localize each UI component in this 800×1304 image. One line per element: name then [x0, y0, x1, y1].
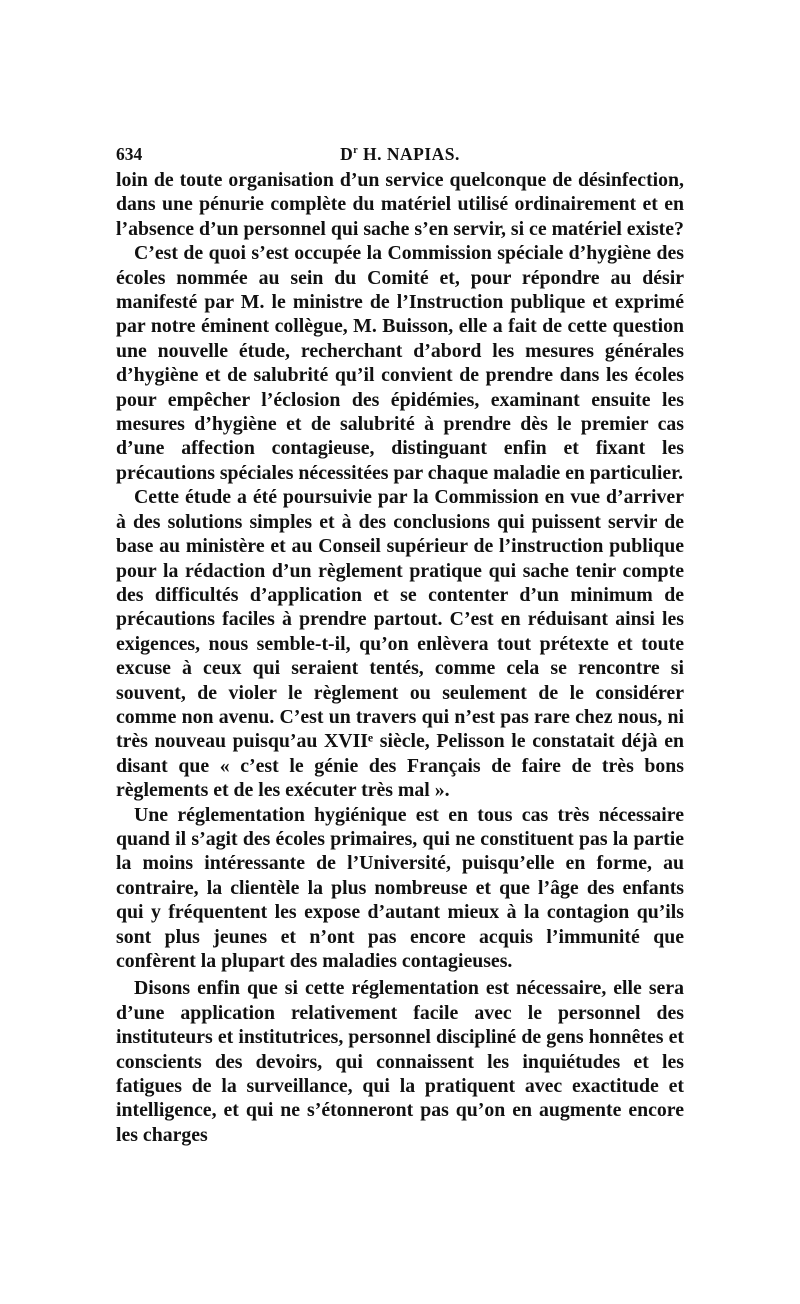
- paragraph-etude: Cette étude a été poursuivie par la Commission en vue d’arriver à des solutions simples et à des conclusions qui puissent servir de base au ministère et au Conseil supérieur de l’instruction publique pour la rédaction d’un règlement pratique qui sache tenir compte des difficultés d’application et se contenter d’un minimum de précautions faciles à prendre partout. C’est en réduisant ainsi les exigences, nous semble-t-il, qu’on enlèvera tout prétexte et toute excuse à ceux qui seraient tentés, comme cela se rencontre si souvent, de violer le règlement ou seulement de le considérer comme non avenu. C’est un travers qui n’est pas rare chez nous, ni très nouveau puisqu’au XVIIᵉ siècle, Pelisson le constatait déjà en disant que « c’est le génie des Français de faire de très bons règlements et de les exécuter très mal ».: [116, 486, 684, 802]
- paragraph-disons: Disons enfin que si cette réglementation est nécessaire, elle sera d’une application relativement facile avec le personnel des instituteurs et institutrices, personnel discipliné de gens honnêtes et conscients des devoirs, qui connaissent les inquiétudes et les fatigues de la surveillance, qui la pratiquent avec exactitude et intelligence, et qui ne s’étonneront pas qu’on en augmente encore les charges: [116, 977, 684, 1146]
- author-prefix: D: [340, 144, 354, 164]
- paragraph-continued: loin de toute organisation d’un service quelconque de désinfection, dans une pénurie complète du matériel utilisé ordinairement et en l’absence d’un personnel qui sache s’en servir, si ce matériel existe?: [116, 169, 684, 240]
- author-name: H. NAPIAS.: [358, 144, 460, 164]
- running-head-author: [116, 144, 684, 165]
- book-page: [116, 140, 684, 1147]
- paragraph-commission: C’est de quoi s’est occupée la Commission spéciale d’hygiène des écoles nommée au sein du Comité et, pour répondre au désir manifesté par M. le ministre de l’Instruction publique et exprimé par notre éminent collègue, M. Buisson, elle a fait de cette question une nouvelle étude, recherchant d’abord les mesures générales d’hygiène et de salubrité qu’il convient de prendre dans les écoles pour empêcher l’éclosion des épidémies, examinant ensuite les mesures d’hygiène et de salubrité à prendre dès le premier cas d’une affection contagieuse, distinguant enfin et fixant les précautions spéciales nécessitées par chaque maladie en particulier.: [116, 242, 684, 484]
- paragraph-reglementation: Une réglementation hygiénique est en tous cas très nécessaire quand il s’agit des écoles primaires, qui ne constituent pas la partie la moins intéressante de l’Université, puisqu’elle en forme, au contraire, la clientèle la plus nombreuse et que l’âge des enfants qui y fréquentent les expose d’autant mieux à la contagion qu’ils sont plus jeunes et n’ont pas encore acquis l’immunité que confèrent la plupart des maladies contagieuses.: [116, 803, 684, 972]
- body-text: [116, 168, 684, 1147]
- page-number: 634: [116, 144, 143, 164]
- running-head: [116, 140, 684, 168]
- author-prefix-superscript: r: [353, 145, 359, 157]
